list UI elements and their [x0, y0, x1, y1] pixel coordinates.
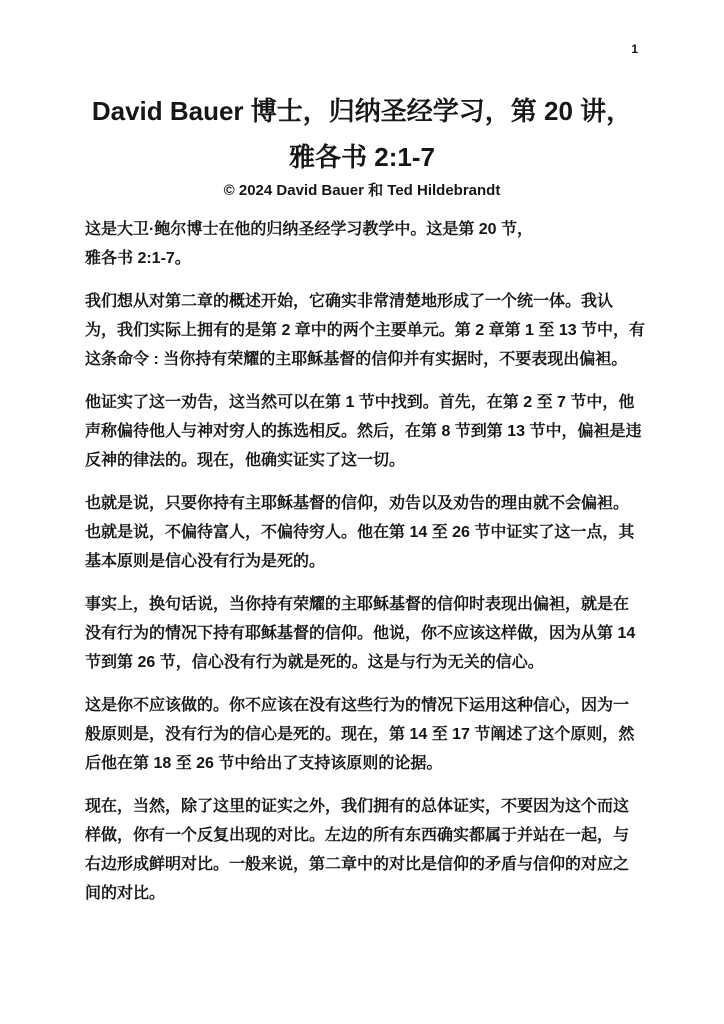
- text-line: David Bauer 博士，归纳圣经学习，第 20 讲，: [91, 96, 633, 126]
- paragraph-1: [85, 215, 641, 273]
- text-line: 右边形成鲜明对比。一般来说，第二章中的对比是信仰的矛盾与信仰的对应之: [85, 856, 630, 873]
- paragraph-6: [85, 691, 641, 778]
- text-line: 节到第 26 节，信心没有行为就是死的。这是与行为无关的信心。: [85, 654, 544, 671]
- text-line: 声称偏待他人与神对穷人的拣选相反。然后，在第 8 节到第 13 节中，偏袒是违: [85, 423, 642, 440]
- paragraph-4: [85, 489, 641, 576]
- text-line: 也就是说，只要你持有主耶稣基督的信仰，劝告以及劝告的理由就不会偏袒。: [85, 495, 630, 512]
- text-line: 也就是说，不偏待富人，不偏待穷人。他在第 14 至 26 节中证实了这一点，其: [85, 524, 635, 541]
- page-title: [0, 88, 724, 180]
- paragraph-2: [85, 287, 646, 374]
- document-header: [0, 0, 724, 201]
- text-line: 没有行为的情况下持有耶稣基督的信仰。他说，你不应该这样做，因为从第 14: [85, 625, 636, 642]
- text-line: 事实上，换句话说，当你持有荣耀的主耶稣基督的信仰时表现出偏袒，就是在: [85, 596, 630, 613]
- text-line: 般原则是，没有行为的信心是死的。现在，第 14 至 17 节阐述了这个原则，然: [85, 726, 635, 743]
- text-line: 我们想从对第二章的概述开始，它确实非常清楚地形成了一个统一体。我认: [85, 293, 614, 310]
- text-line: 后他在第 18 至 26 节中给出了支持该原则的论据。: [85, 755, 443, 772]
- paragraph-7: [85, 792, 641, 908]
- text-line: 样做，你有一个反复出现的对比。左边的所有东西确实都属于并站在一起，与: [85, 827, 630, 844]
- text-line: 这条命令 : 当你持有荣耀的主耶稣基督的信仰并有实据时，不要表现出偏袒。: [85, 351, 628, 368]
- text-line: 这是你不应该做的。你不应该在没有这些行为的情况下运用这种信心，因为一: [85, 697, 630, 714]
- text-line: 这是大卫·鲍尔博士在他的归纳圣经学习教学中。这是第 20 节，: [85, 221, 534, 238]
- page-number: 1: [631, 42, 638, 56]
- text-line: 间的对比。: [85, 885, 166, 902]
- paragraph-3: [85, 388, 641, 475]
- document-body: [85, 215, 646, 908]
- text-line: 反神的律法的。现在，他确实证实了这一切。: [85, 452, 406, 469]
- text-line: 现在，当然，除了这里的证实之外，我们拥有的总体证实，不要因为这个而这: [85, 798, 630, 815]
- text-line: 基本原则是信心没有行为是死的。: [85, 553, 326, 570]
- copyright-line: © 2024 David Bauer 和 Ted Hildebrandt: [223, 182, 501, 199]
- text-line: 雅各书 2:1-7。: [85, 250, 191, 267]
- paragraph-5: [85, 590, 641, 677]
- text-line: 为，我们实际上拥有的是第 2 章中的两个主要单元。第 2 章第 1 至 13 节中，有: [85, 322, 646, 339]
- text-line: 雅各书 2:1-7: [289, 142, 435, 172]
- text-line: 他证实了这一劝告，这当然可以在第 1 节中找到。首先，在第 2 至 7 节中，他: [85, 394, 635, 411]
